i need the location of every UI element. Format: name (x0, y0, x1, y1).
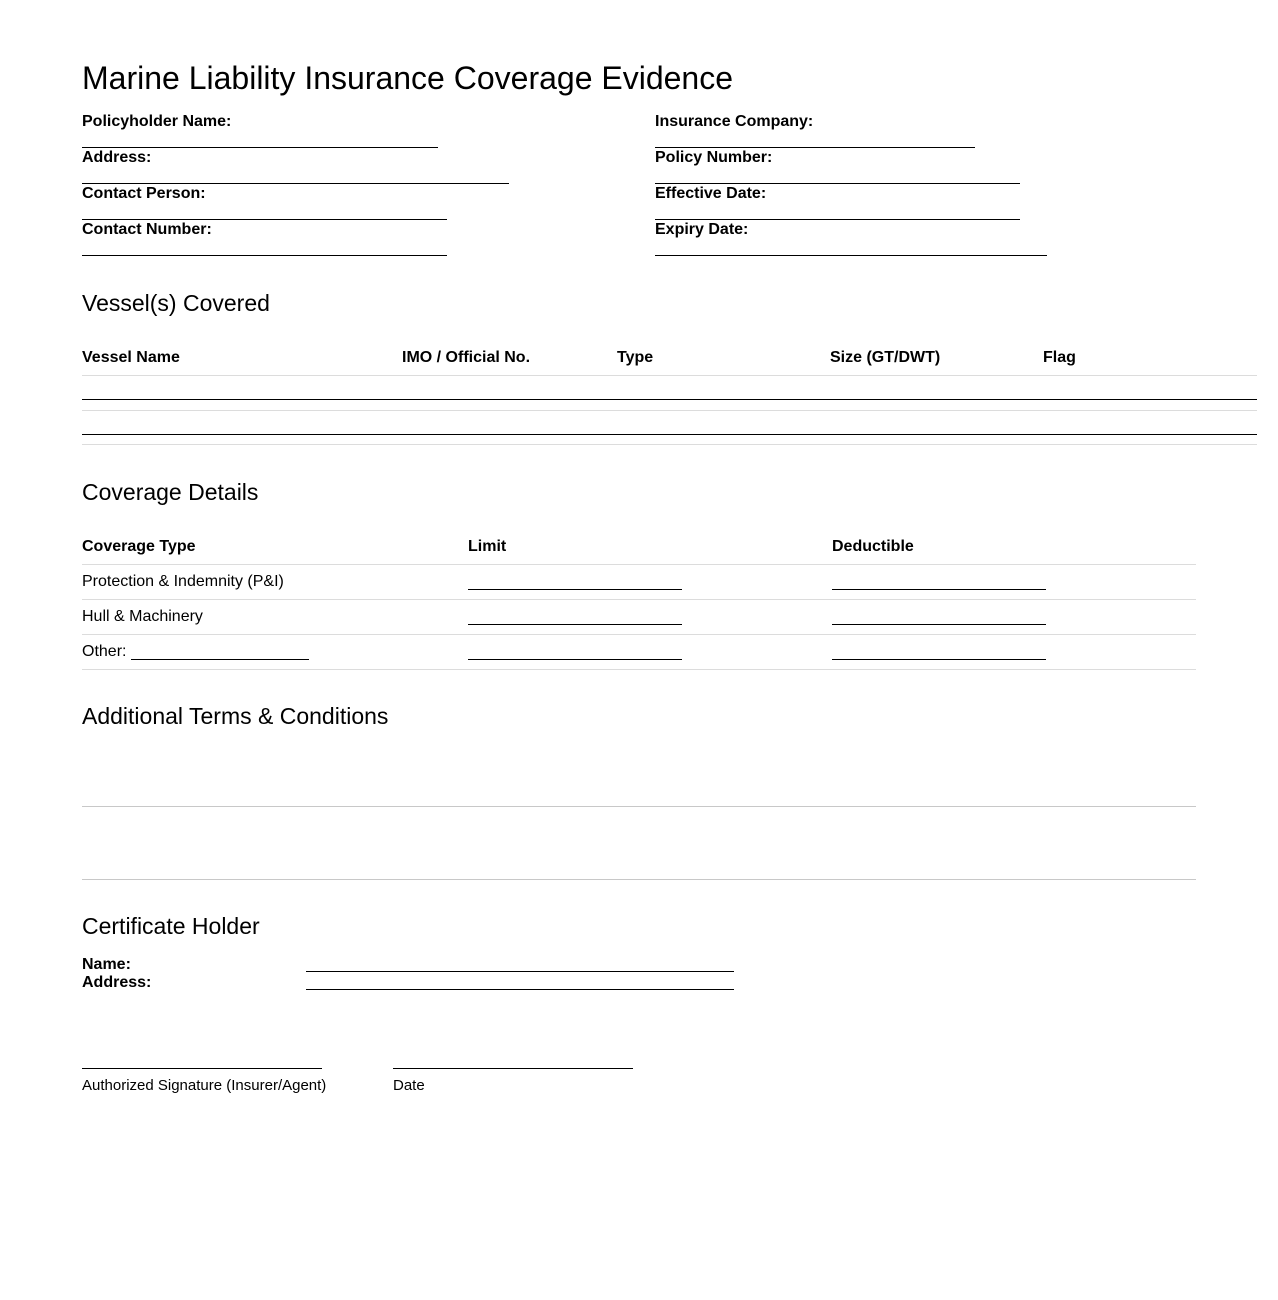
insurance-company-label: Insurance Company: (655, 113, 814, 130)
coverage-header-divider (82, 564, 1196, 565)
limit-field-hull[interactable] (468, 624, 682, 625)
limit-field-other[interactable] (468, 659, 682, 660)
vessel-row-divider (82, 410, 1257, 411)
holder-name-field[interactable] (306, 971, 734, 972)
page-title: Marine Liability Insurance Coverage Evidence (82, 60, 734, 96)
coverage-heading: Coverage Details (82, 479, 259, 505)
expiry-date-label: Expiry Date: (655, 221, 749, 238)
holder-name-label: Name: (82, 956, 131, 973)
coverage-col-deductible: Deductible (832, 538, 914, 555)
vessels-heading: Vessel(s) Covered (82, 290, 270, 316)
vessel-header-divider (82, 375, 1257, 376)
vessel-col-imo: IMO / Official No. (402, 349, 531, 366)
terms-line-2[interactable] (82, 879, 1196, 880)
contact-number-label: Contact Number: (82, 221, 212, 238)
expiry-date-field[interactable] (655, 255, 1047, 256)
coverage-row-divider (82, 599, 1196, 600)
certificate-holder-heading: Certificate Holder (82, 913, 260, 939)
holder-address-label: Address: (82, 974, 152, 991)
date-field[interactable] (393, 1068, 633, 1069)
coverage-type-pi: Protection & Indemnity (P&I) (82, 573, 284, 590)
policyholder-name-label: Policyholder Name: (82, 113, 232, 130)
vessel-col-type: Type (617, 349, 654, 366)
vessel-col-flag: Flag (1043, 349, 1076, 366)
terms-heading: Additional Terms & Conditions (82, 703, 389, 729)
signature-label: Authorized Signature (Insurer/Agent) (82, 1077, 327, 1094)
signature-field[interactable] (82, 1068, 322, 1069)
vessel-col-size: Size (GT/DWT) (830, 349, 941, 366)
holder-address-field[interactable] (306, 989, 734, 990)
vessel-row-2-line[interactable] (82, 434, 1257, 435)
contact-person-label: Contact Person: (82, 185, 206, 202)
coverage-row-divider (82, 634, 1196, 635)
date-label: Date (393, 1077, 425, 1094)
limit-field-pi[interactable] (468, 589, 682, 590)
address-label: Address: (82, 149, 152, 166)
coverage-col-type: Coverage Type (82, 538, 196, 555)
policy-number-label: Policy Number: (655, 149, 773, 166)
vessel-table-bottom-divider (82, 444, 1257, 445)
vessel-col-name: Vessel Name (82, 349, 180, 366)
coverage-type-other: Other: (82, 643, 127, 660)
other-type-field[interactable] (131, 659, 309, 660)
deductible-field-pi[interactable] (832, 589, 1046, 590)
terms-line-1[interactable] (82, 806, 1196, 807)
coverage-table-bottom-divider (82, 669, 1196, 670)
vessel-row-1-line[interactable] (82, 399, 1257, 400)
coverage-type-hull: Hull & Machinery (82, 608, 203, 625)
deductible-field-hull[interactable] (832, 624, 1046, 625)
effective-date-label: Effective Date: (655, 185, 767, 202)
coverage-col-limit: Limit (468, 538, 507, 555)
contact-number-field[interactable] (82, 255, 447, 256)
deductible-field-other[interactable] (832, 659, 1046, 660)
